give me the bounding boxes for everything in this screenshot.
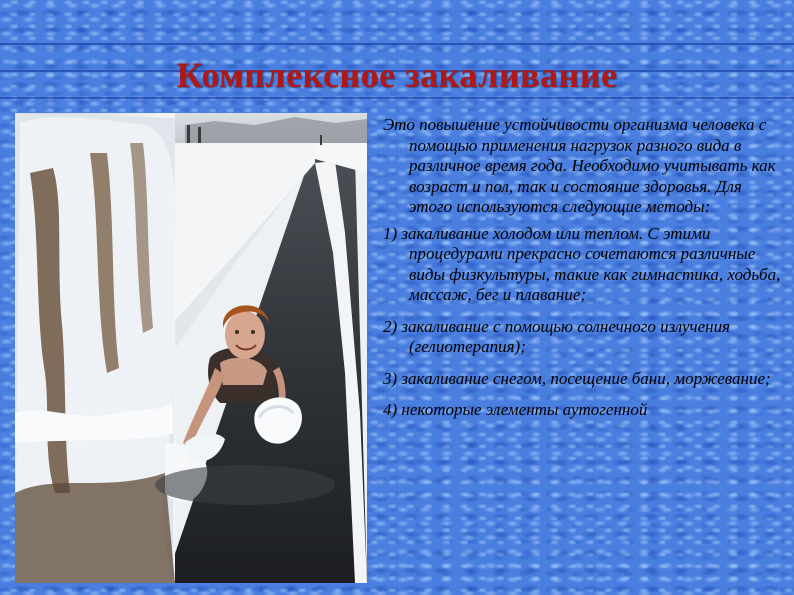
decor-line xyxy=(0,97,794,99)
slide-body xyxy=(383,115,788,421)
method-item-1: 1) закаливание холодом или теплом. С этими процедурами прекрасно сочетаются различные виды физкультуры, такие как гимнастика, ходьба, массаж, бег и плавание; xyxy=(383,223,781,304)
method-item-4: 4) некоторые элементы аутогенной xyxy=(383,400,648,419)
method-item-3: 3) закаливание снегом, посещение бани, моржевание; xyxy=(383,368,771,388)
slide-title: Комплексное закаливание xyxy=(176,55,618,95)
method-item-2: 2) закаливание с помощью солнечного излучения (гелиотерапия); xyxy=(383,316,731,356)
decor-line xyxy=(0,43,794,45)
intro-paragraph: Это повышение устойчивости организма человека с помощью применения нагрузок разного вида в различное время года. Необходимо учитывать как возраст и пол, так и состояние здоровья. Для этого используются следующие методы: xyxy=(383,115,776,216)
winter-swimming-photo xyxy=(15,113,367,583)
